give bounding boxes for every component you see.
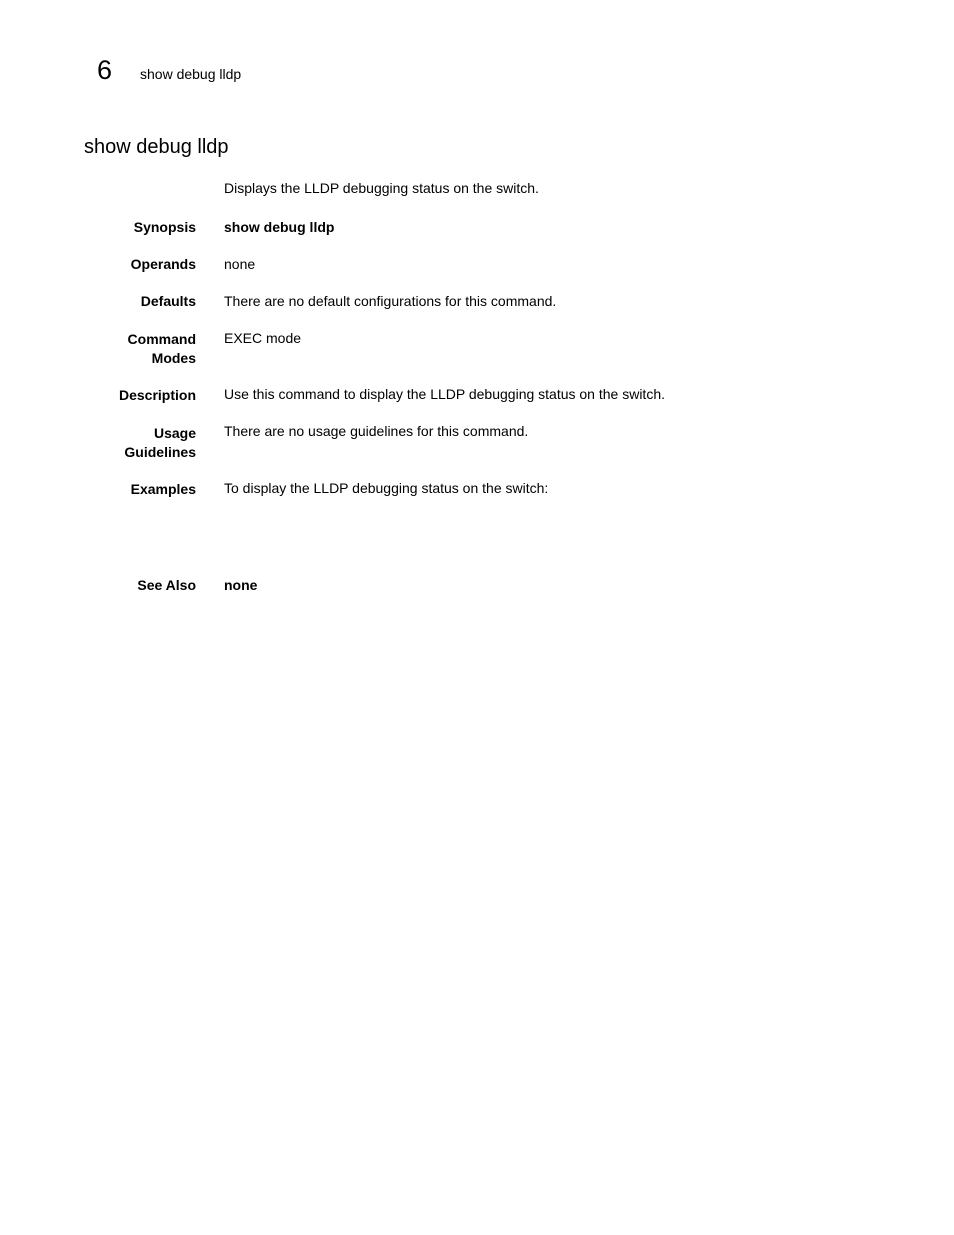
- usage-guidelines-label: [76, 424, 196, 462]
- command-modes-value: EXEC mode: [224, 330, 302, 346]
- synopsis-value: show debug lldp: [224, 219, 335, 235]
- examples-label: Examples: [130, 481, 196, 497]
- command-modes-label-line1: Command: [127, 331, 196, 347]
- chapter-number: 6: [97, 55, 113, 85]
- see-also-label: See Also: [137, 577, 196, 593]
- operands-value: none: [224, 256, 256, 272]
- description-label: Description: [118, 387, 196, 403]
- synopsis-label: Synopsis: [133, 219, 196, 235]
- command-modes-label-line2: Modes: [151, 350, 196, 366]
- examples-value: To display the LLDP debugging status on the switch:: [224, 480, 549, 496]
- running-header: show debug lldp: [140, 66, 242, 82]
- defaults-value: There are no default configurations for this command.: [224, 293, 557, 309]
- operands-label: Operands: [130, 256, 196, 272]
- page-title: show debug lldp: [84, 136, 229, 158]
- usage-guidelines-value: There are no usage guidelines for this command.: [224, 423, 529, 439]
- usage-guidelines-label-line1: Usage: [153, 425, 196, 441]
- usage-guidelines-label-line2: Guidelines: [124, 444, 196, 460]
- see-also-value: none: [224, 577, 258, 593]
- intro-text: Displays the LLDP debugging status on the switch.: [224, 180, 539, 196]
- description-value: Use this command to display the LLDP debugging status on the switch.: [224, 386, 665, 402]
- defaults-label: Defaults: [140, 293, 196, 309]
- command-modes-label: [76, 330, 196, 368]
